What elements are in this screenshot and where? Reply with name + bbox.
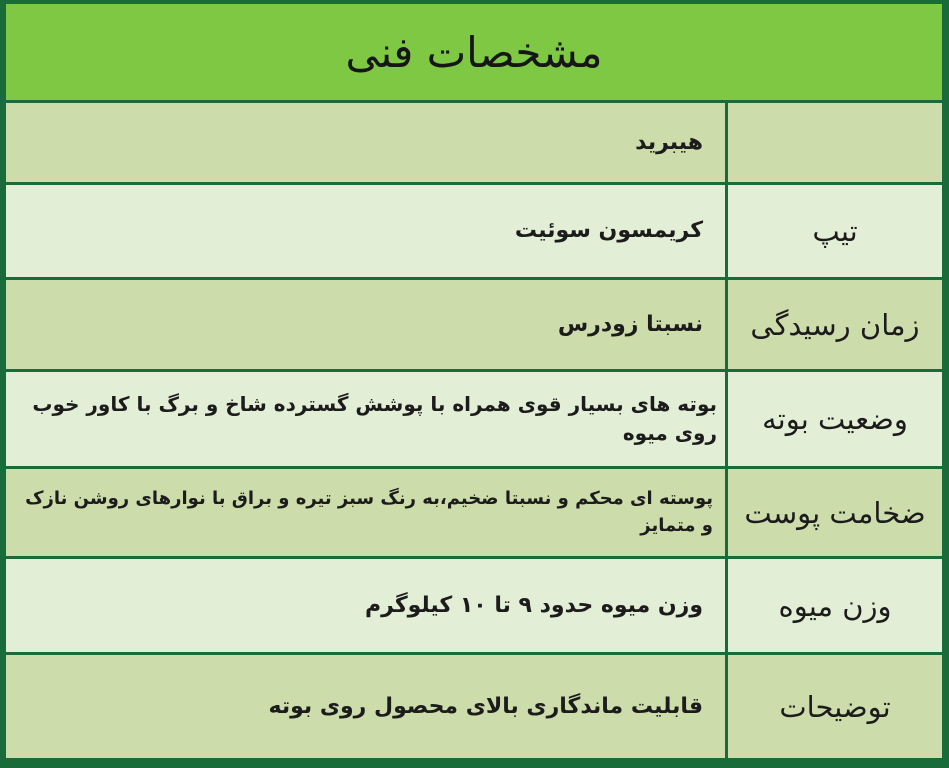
- row-label: وزن میوه: [725, 559, 942, 652]
- row-value: پوسته ای محکم و نسبتا ضخیم،به رنگ سبز تیره و براق با نوارهای روشن نازک و متمایز: [25, 488, 713, 536]
- table-row: [6, 652, 942, 758]
- row-value: بوته های بسیار قوی همراه با پوشش گسترده شاخ و برگ با کاور خوب روی میوه: [32, 392, 717, 445]
- row-value: هیبرید: [635, 129, 703, 155]
- table-title: مشخصات فنی: [6, 4, 942, 100]
- table-row: [6, 466, 942, 556]
- row-label: زمان رسیدگی: [725, 280, 942, 369]
- row-label: ضخامت پوست: [725, 469, 942, 556]
- table-row: [6, 556, 942, 652]
- row-label: [725, 103, 942, 182]
- table-row: [6, 182, 942, 277]
- row-value: کریمسون سوئیت: [514, 218, 703, 244]
- table-row: [6, 277, 942, 369]
- row-label: تیپ: [725, 185, 942, 277]
- table-row: [6, 100, 942, 182]
- row-value: نسبتا زودرس: [557, 311, 703, 337]
- table-row: [6, 369, 942, 466]
- row-value: قابلیت ماندگاری بالای محصول روی بوته: [268, 693, 703, 719]
- row-label: وضعیت بوته: [725, 372, 942, 466]
- row-label: توضیحات: [725, 655, 942, 758]
- row-value: وزن میوه حدود ۹ تا ۱۰ کیلوگرم: [365, 592, 703, 618]
